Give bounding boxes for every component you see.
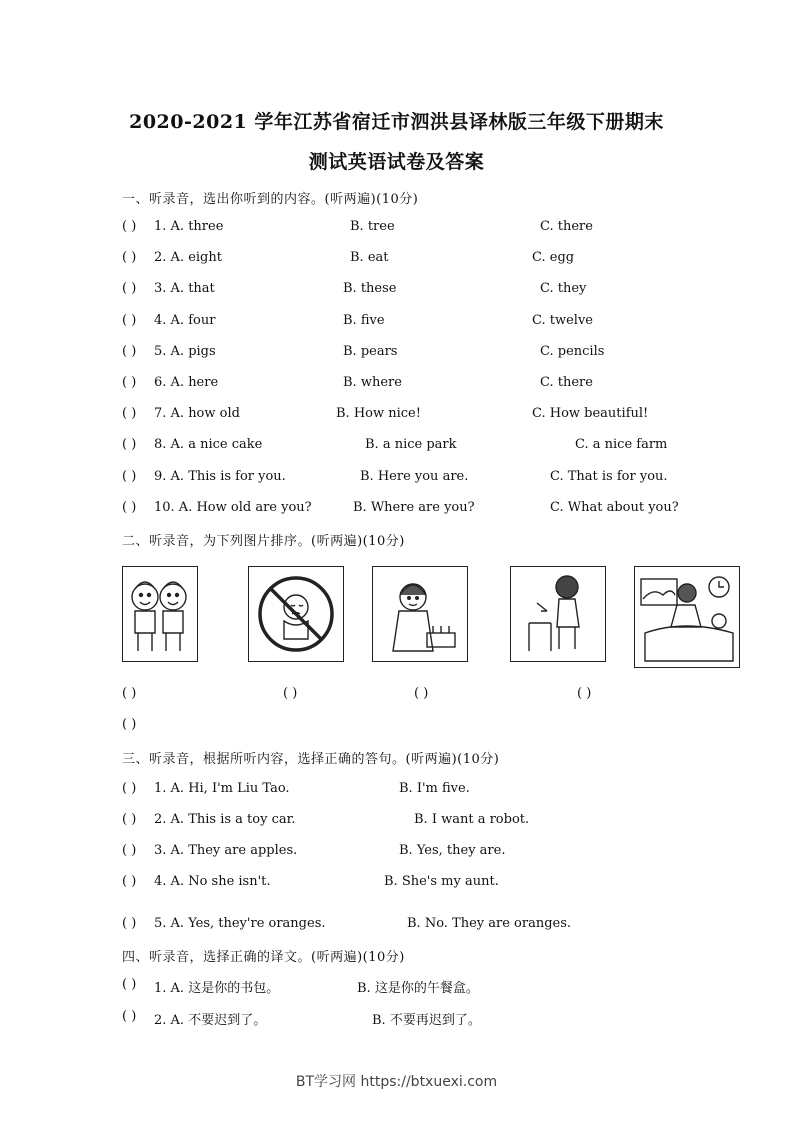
option-a: 5. A. pigs: [154, 344, 216, 359]
order-blank-1[interactable]: ( ): [122, 686, 137, 701]
picture-girl-birthday-cake: [372, 566, 468, 662]
section3-question-4: [122, 874, 682, 892]
option-b: B. eat: [350, 250, 389, 265]
answer-blank[interactable]: ( ): [122, 313, 137, 328]
answer-blank[interactable]: ( ): [122, 843, 137, 858]
answer-blank[interactable]: ( ): [122, 375, 137, 390]
option-b: B. these: [343, 281, 397, 296]
section1-question-3: [122, 281, 682, 299]
answer-blank[interactable]: ( ): [122, 250, 137, 265]
option-a: 6. A. here: [154, 375, 219, 390]
option-a: 10. A. How old are you?: [154, 500, 312, 515]
option-c: C. twelve: [532, 313, 593, 328]
answer-blank[interactable]: ( ): [122, 977, 137, 992]
answer-blank[interactable]: ( ): [122, 874, 137, 889]
option-b: B. where: [343, 375, 402, 390]
option-c: C. pencils: [540, 344, 605, 359]
order-blank-5[interactable]: ( ): [122, 717, 137, 732]
option-a: 2. A. eight: [154, 250, 222, 265]
order-blank-2[interactable]: ( ): [283, 686, 298, 701]
option-c: C. there: [540, 375, 593, 390]
option-a: 3. A. that: [154, 281, 215, 296]
section1-question-8: [122, 437, 682, 455]
option-b: B. Where are you?: [353, 500, 475, 515]
picture-twin-boys: [122, 566, 198, 662]
option-b: B. tree: [350, 219, 395, 234]
picture-mother-child-bed: [634, 566, 740, 668]
option-b: B. Yes, they are.: [399, 843, 506, 858]
option-c: C. What about you?: [550, 500, 679, 515]
answer-blank[interactable]: ( ): [122, 812, 137, 827]
option-a: 1. A. Hi, I'm Liu Tao.: [154, 781, 290, 796]
section4-question-2: [122, 1009, 682, 1027]
section1-question-1: [122, 219, 682, 237]
option-b: B. She's my aunt.: [384, 874, 499, 889]
section1-question-7: [122, 406, 682, 424]
order-blank-4[interactable]: ( ): [577, 686, 592, 701]
section1-question-6: [122, 375, 682, 393]
section1-question-4: [122, 313, 682, 331]
option-a: 1. A. 这是你的书包。: [154, 981, 280, 996]
option-b: B. five: [343, 313, 385, 328]
option-a: 2. A. This is a toy car.: [154, 812, 296, 827]
section3-question-5: [122, 916, 682, 934]
option-a: 5. A. Yes, they're oranges.: [154, 916, 326, 931]
section3-question-3: [122, 843, 682, 861]
answer-blank[interactable]: ( ): [122, 916, 137, 931]
option-a: 2. A. 不要迟到了。: [154, 1013, 267, 1028]
title-line-1: 2020-2021 学年江苏省宿迁市泗洪县译林版三年级下册期末: [129, 111, 664, 133]
option-b: B. a nice park: [365, 437, 457, 452]
option-a: 8. A. a nice cake: [154, 437, 263, 452]
option-c: C. they: [540, 281, 587, 296]
option-a: 4. A. four: [154, 313, 216, 328]
order-blank-3[interactable]: ( ): [414, 686, 429, 701]
option-a: 7. A. how old: [154, 406, 240, 421]
option-a: 9. A. This is for you.: [154, 469, 286, 484]
answer-blank[interactable]: ( ): [122, 469, 137, 484]
section1-question-10: [122, 500, 682, 518]
option-b: B. pears: [343, 344, 398, 359]
option-b: B. 不要再迟到了。: [372, 1013, 481, 1028]
option-b: B. No. They are oranges.: [407, 916, 572, 931]
section4-heading: 四、听录音，选择正确的译文。(听两遍)(10分): [122, 950, 405, 965]
picture-no-crying-sign: [248, 566, 344, 662]
option-a: 3. A. They are apples.: [154, 843, 298, 858]
option-a: 4. A. No she isn't.: [154, 874, 271, 889]
footer-watermark: BT学习网 https://btxuexi.com: [295, 1074, 498, 1090]
section2-heading: 二、听录音，为下列图片排序。(听两遍)(10分): [122, 534, 405, 549]
section1-heading: 一、听录音，选出你听到的内容。(听两遍)(10分): [122, 192, 419, 207]
section1-question-5: [122, 344, 682, 362]
title-line-2: 测试英语试卷及答案: [308, 151, 485, 173]
section1-question-2: [122, 250, 682, 268]
option-b: B. I'm five.: [399, 781, 470, 796]
section1-question-9: [122, 469, 682, 487]
answer-blank[interactable]: ( ): [122, 219, 137, 234]
answer-blank[interactable]: ( ): [122, 781, 137, 796]
answer-blank[interactable]: ( ): [122, 500, 137, 515]
answer-blank[interactable]: ( ): [122, 406, 137, 421]
option-c: C. there: [540, 219, 593, 234]
section3-question-1: [122, 781, 682, 799]
answer-blank[interactable]: ( ): [122, 344, 137, 359]
option-b: B. How nice!: [336, 406, 421, 421]
option-b: B. I want a robot.: [414, 812, 530, 827]
option-b: B. 这是你的午餐盒。: [357, 981, 479, 996]
option-a: 1. A. three: [154, 219, 224, 234]
answer-blank[interactable]: ( ): [122, 437, 137, 452]
option-c: C. egg: [532, 250, 575, 265]
section3-question-2: [122, 812, 682, 830]
option-b: B. Here you are.: [360, 469, 469, 484]
option-c: C. How beautiful!: [532, 406, 649, 421]
answer-blank[interactable]: ( ): [122, 1009, 137, 1024]
option-c: C. That is for you.: [550, 469, 668, 484]
answer-blank[interactable]: ( ): [122, 281, 137, 296]
picture-girl-sitting-down: [510, 566, 606, 662]
section4-question-1: [122, 977, 682, 995]
section3-heading: 三、听录音，根据所听内容，选择正确的答句。(听两遍)(10分): [122, 752, 500, 767]
option-c: C. a nice farm: [575, 437, 668, 452]
